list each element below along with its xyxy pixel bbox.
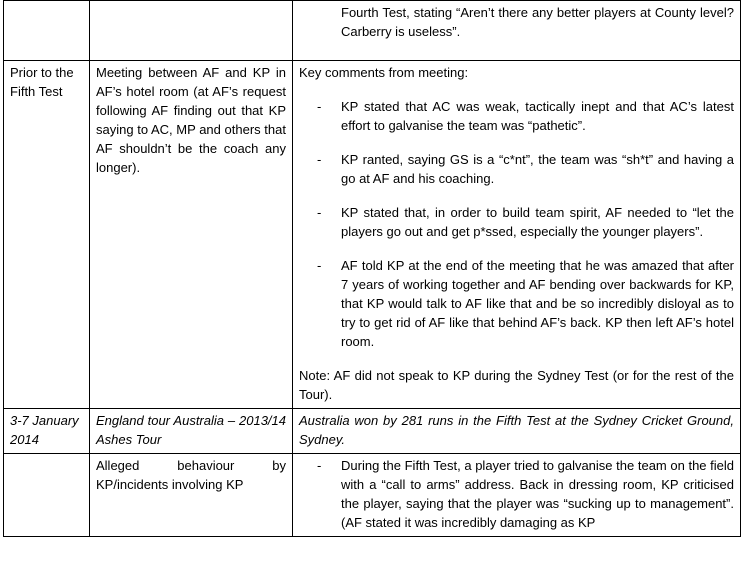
event-text: England tour Australia – 2013/14 Ashes Tour xyxy=(96,413,286,447)
event-cell xyxy=(90,1,293,61)
date-cell xyxy=(4,61,90,409)
dash-bullet: - xyxy=(317,152,322,167)
table-row xyxy=(4,454,741,537)
detail-text: Fourth Test, stating “Aren’t there any better players at County level? Carberry is useless”. xyxy=(341,5,734,39)
event-text: Meeting between AF and KP in AF’s hotel room (at AF’s request following AF finding out that KP saying to AC, MP and others that AF shouldn’t be the coach any longer). xyxy=(96,65,286,175)
list-item-text: KP stated that, in order to build team spirit, AF needed to “let the players go out and get p*ssed, especially the younger players”. xyxy=(341,205,734,239)
dash-bullet: - xyxy=(317,458,322,473)
list-item-text: During the Fifth Test, a player tried to galvanise the team on the field with a “call to arms” address. Back in dressing room, KP criticised the player, saying that the player was “sucking up to management”. (AF stated it was incredibly damaging as KP xyxy=(341,458,734,530)
detail-cell xyxy=(293,61,741,409)
meeting-heading: Key comments from meeting: xyxy=(299,65,469,80)
list-item xyxy=(299,97,734,135)
list-item xyxy=(299,256,734,351)
detail-text: Australia won by 281 runs in the Fifth Test at the Sydney Cricket Ground, Sydney. xyxy=(299,413,734,447)
dash-bullet: - xyxy=(317,258,322,273)
list-item-text: KP ranted, saying GS is a “c*nt”, the team was “sh*t” and having a go at AF and his coaching. xyxy=(341,152,734,186)
detail-cell xyxy=(293,409,741,454)
timeline-table xyxy=(3,0,741,537)
table-row xyxy=(4,1,741,61)
detail-cell xyxy=(293,1,741,61)
list-item-text: AF told KP at the end of the meeting that he was amazed that after 7 years of working together and AF bending over backwards for KP, that KP would talk to AF like that and be so incredibly disloyal as to try to get rid of AF like that behind AF’s back. KP then left AF’s hotel room. xyxy=(341,258,734,349)
list-item xyxy=(299,203,734,241)
event-text: Alleged behaviour by KP/incidents involving KP xyxy=(96,458,286,492)
event-cell xyxy=(90,61,293,409)
list-item xyxy=(299,150,734,188)
dash-bullet: - xyxy=(317,99,322,114)
note-text: Note: AF did not speak to KP during the Sydney Test (or for the rest of the Tour). xyxy=(299,368,734,402)
date-cell xyxy=(4,454,90,537)
date-text: 3-7 January 2014 xyxy=(10,413,79,447)
list-item xyxy=(299,456,734,532)
dash-bullet: - xyxy=(317,205,322,220)
date-cell xyxy=(4,1,90,61)
date-cell xyxy=(4,409,90,454)
date-text: Prior to the Fifth Test xyxy=(10,65,74,99)
table-row xyxy=(4,409,741,454)
detail-cell xyxy=(293,454,741,537)
list-item-text: KP stated that AC was weak, tactically inept and that AC’s latest effort to galvanise the team was “pathetic”. xyxy=(341,99,734,133)
event-cell xyxy=(90,454,293,537)
table-row xyxy=(4,61,741,409)
event-cell xyxy=(90,409,293,454)
